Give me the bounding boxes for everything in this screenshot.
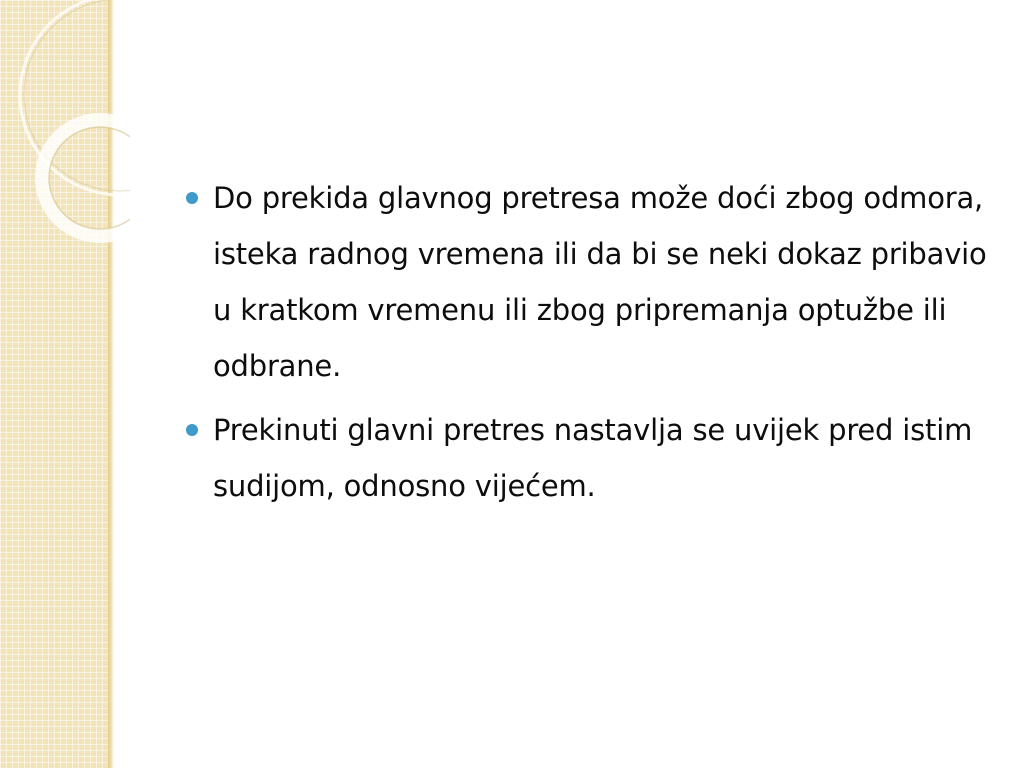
small-ring — [42, 120, 130, 236]
bullet-item-1 — [178, 170, 998, 394]
bullet-dot-icon — [186, 424, 198, 436]
bullet-item-2 — [178, 402, 998, 514]
bullet-dot-icon — [186, 192, 198, 204]
bullet-text-1: Do prekida glavnog pretresa može doći zbog odmora, isteka radnog vremena ili da bi se neki dokaz pribavio u kratkom vremenu ili zbog pripremanja optužbe ili odbrane. — [213, 181, 987, 383]
bullet-text-2: Prekinuti glavni pretres nastavlja se uvijek pred istim sudijom, odnosno vijećem. — [213, 413, 973, 503]
decorative-rings — [0, 0, 130, 260]
bullet-list — [178, 170, 998, 522]
